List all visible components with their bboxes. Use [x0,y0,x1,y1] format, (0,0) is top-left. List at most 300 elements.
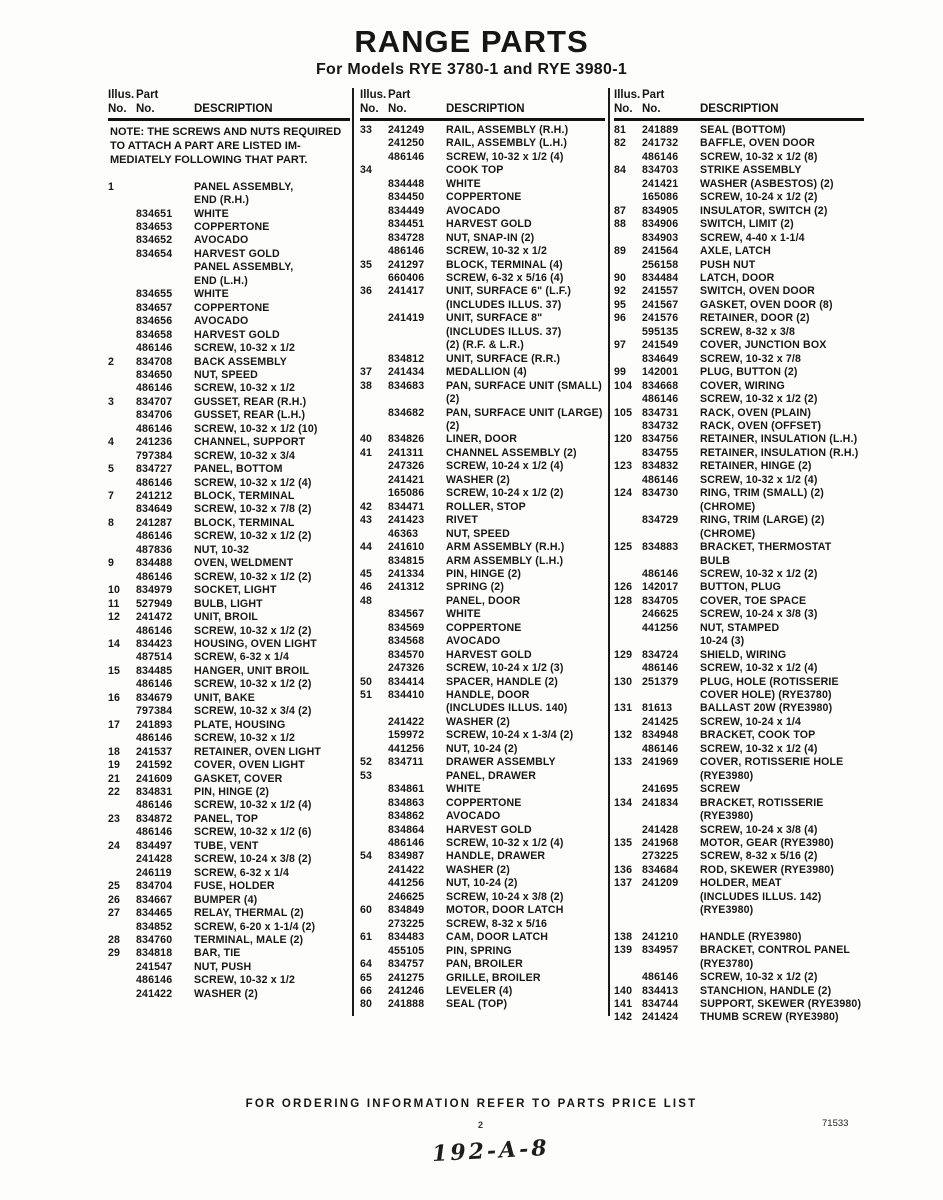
illus-no-cell: 18 [108,745,121,758]
part-no-cell: 834657 [136,301,173,314]
illus-no-cell [108,477,136,490]
part-no-cell: 142017 [642,581,679,594]
illus-no-cell [614,393,642,406]
description-cell: BAR, TIE [194,947,241,960]
description-cell: UNIT, SURFACE 6" (L.F.) [446,285,572,298]
part-no-cell: 834667 [136,893,173,906]
header-illus-label: Illus. [614,89,641,101]
illus-no-cell [360,353,388,366]
description-cell: SCREW, 10-32 x 1/2 (4) [194,799,312,812]
illus-no-cell: 45 [360,567,373,580]
part-no-cell: 834679 [136,691,173,704]
part-no-cell [136,275,194,288]
illus-no-cell: 104 [614,379,633,392]
description-cell: WASHER (2) [446,473,510,486]
part-no-cell: 834818 [136,947,173,960]
table-row [108,947,350,960]
part-no-cell: 246625 [388,890,425,903]
table-row [108,692,350,705]
part-no-cell: 834658 [136,328,173,341]
part-no-cell: 834905 [642,204,679,217]
table-row [614,810,864,823]
description-cell: NUT, STAMPED [700,621,780,634]
illus-no-cell: 27 [108,907,121,920]
part-no-cell: 486146 [136,476,173,489]
table-row [108,302,350,315]
table-row [614,864,864,877]
table-row [614,622,864,635]
part-no-cell: 486146 [136,732,173,745]
part-no-cell: 834649 [642,352,679,365]
description-cell: SCREW, 10-32 x 1/2 (2) [700,567,818,580]
part-no-cell: 241423 [388,514,425,527]
part-no-cell: 486146 [642,393,679,406]
description-cell: SCREW, 8-32 x 5/16 (2) [700,850,818,863]
illus-no-cell [360,245,388,258]
part-no-cell [388,702,446,715]
part-no-cell: 834654 [136,247,173,260]
illus-no-cell [108,208,136,221]
illus-no-cell [614,178,642,191]
description-cell: SCREW, 10-32 x 1/2 (2) [194,624,312,637]
description-cell: END (L.H.) [194,274,248,287]
part-no-cell: 834724 [642,648,679,661]
illus-no-cell: 14 [108,638,121,651]
table-row [108,369,350,382]
table-row [614,178,864,191]
table-row [614,353,864,366]
description-cell: BLOCK, TERMINAL [194,516,295,529]
part-no-cell: 486146 [136,382,173,395]
illus-no-cell: 11 [108,597,120,610]
description-cell: HARVEST GOLD [446,648,532,661]
illus-no-cell [360,312,388,325]
table-row [614,205,864,218]
table-row [614,124,864,137]
illus-no-cell [360,232,388,245]
part-no-cell: 834653 [136,220,173,233]
illus-no-cell: 140 [614,984,633,997]
part-no-cell: 834852 [136,920,173,933]
table-row [108,719,350,732]
part-no-cell: 486146 [642,473,679,486]
illus-no-cell [108,302,136,315]
document-number: 71533 [822,1118,849,1129]
table-row [614,729,864,742]
description-cell: SPACER, HANDLE (2) [446,675,558,688]
description-cell: SCREW, 10-32 x 1/2 (6) [194,826,312,839]
part-no-cell: 486146 [136,799,173,812]
table-row [360,460,605,473]
description-cell: SCREW, 10-32 x 1/2 (10) [194,422,318,435]
description-cell: AVOCADO [446,810,501,823]
illus-no-cell [360,743,388,756]
part-no-cell: 834413 [642,984,679,997]
part-no-cell: 159972 [388,729,425,742]
table-row [360,407,605,420]
table-row [360,218,605,231]
table-row [614,218,864,231]
description-cell: SCREW, 10-32 x 1/2 (4) [194,476,312,489]
part-no-cell [642,891,700,904]
table-row [614,595,864,608]
part-no-cell: 241297 [388,258,425,271]
description-cell: THUMB SCREW (RYE3980) [700,1011,839,1024]
part-no-cell: 486146 [136,422,173,435]
table-row [108,921,350,934]
part-no-cell: 834815 [388,554,425,567]
table-row [614,299,864,312]
illus-no-cell: 51 [360,689,373,702]
part-no-cell: 486146 [388,837,425,850]
part-no-cell: 834948 [642,729,679,742]
table-row [360,137,605,150]
illus-no-cell: 142 [614,1011,633,1024]
part-no-cell: 241567 [642,298,679,311]
part-no-cell: 241287 [136,516,173,529]
illus-no-cell: 60 [360,904,373,917]
part-no-cell: 834651 [136,207,173,220]
part-no-cell: 241549 [642,339,679,352]
illus-no-cell: 87 [614,204,627,217]
table-row [614,164,864,177]
table-row [614,743,864,756]
part-no-cell: 455105 [388,944,425,957]
description-cell: (RYE3980) [700,810,754,823]
illus-no-cell [614,891,642,904]
part-no-cell: 834471 [388,500,425,513]
part-no-cell: 660406 [388,271,425,284]
page-subtitle: For Models RYE 3780-1 and RYE 3980-1 [315,61,628,78]
table-row [614,797,864,810]
part-no-cell: 241576 [642,312,679,325]
description-cell: SOCKET, LIGHT [194,584,277,597]
description-cell: BRACKET, COOK TOP [700,729,816,742]
table-row [108,638,350,651]
part-no-cell: 241732 [642,137,679,150]
description-cell: PLUG, HOLE (ROTISSERIE [700,675,839,688]
illus-no-cell [108,329,136,342]
illus-no-cell [614,850,642,863]
part-no-cell: 834449 [388,204,425,217]
part-no-cell: 834484 [642,271,679,284]
description-cell: BULB [700,554,731,567]
table-row [360,232,605,245]
description-cell: SCREW, 10-32 x 1/2 (2) [194,570,312,583]
illus-no-cell: 22 [108,786,121,798]
part-no-cell: 834414 [388,675,425,688]
description-cell: ARM ASSEMBLY (R.H.) [446,541,565,554]
illus-no-cell: 128 [614,594,633,607]
table-row [108,894,350,907]
description-cell: COPPERTONE [446,621,522,634]
description-cell: SWITCH, LIMIT (2) [700,218,794,231]
illus-no-cell [108,248,136,261]
part-no-cell: 834861 [388,783,425,796]
description-cell: (RYE3980) [700,769,754,782]
part-no-cell: 834703 [642,164,679,177]
illus-no-cell [360,272,388,285]
illus-no-cell [614,743,642,756]
table-row [108,786,350,799]
description-cell: PIN, SPRING [446,944,512,957]
table-row [614,420,864,433]
table-row [360,433,605,446]
table-row [360,164,605,177]
table-row [614,541,864,554]
illus-no-cell: 139 [614,944,633,957]
illus-no-cell [614,555,642,568]
illus-no-cell [614,353,642,366]
header-description-label: DESCRIPTION [700,103,779,115]
part-no-cell: 441256 [388,877,425,890]
table-row [360,945,605,958]
part-no-cell: 241419 [388,312,425,325]
part-no-cell: 241428 [642,823,679,836]
illus-no-cell: 24 [108,839,121,852]
table-row [108,544,350,557]
illus-no-cell [108,450,136,463]
table-row [360,326,605,339]
description-cell: SCREW, 10-32 x 1/2 (4) [700,662,818,675]
description-cell: SCREW, 10-32 x 1/2 (4) [700,473,818,486]
illus-no-cell: 38 [360,379,373,392]
illus-no-cell [108,423,136,436]
description-cell: STRIKE ASSEMBLY [700,164,802,177]
part-no-cell: 834569 [388,621,425,634]
table-row [360,608,605,621]
part-no-cell: 241564 [642,245,679,258]
table-row [614,259,864,272]
column-header [108,88,350,121]
part-no-cell: 834483 [388,931,425,944]
illus-no-cell [360,420,388,433]
page-title: RANGE PARTS [354,24,589,59]
table-row [108,934,350,947]
part-no-cell: 241275 [388,971,425,984]
part-no-cell [642,689,700,702]
illus-no-cell: 84 [614,164,627,177]
part-no-cell: 834831 [136,786,173,798]
illus-no-cell: 50 [360,675,373,688]
handwritten-annotation: 192-A-8 [431,1134,551,1168]
illus-no-cell [360,797,388,810]
column-divider [352,88,354,1016]
table-row [614,998,864,1011]
table-row [360,649,605,662]
illus-no-cell: 21 [108,772,121,785]
table-row [360,205,605,218]
description-cell: RING, TRIM (LARGE) (2) [700,514,825,527]
illus-no-cell [614,501,642,514]
illus-no-cell [360,864,388,877]
table-row [614,824,864,837]
part-no-cell: 834451 [388,218,425,231]
table-row [108,423,350,436]
table-row [614,285,864,298]
table-row [614,958,864,971]
part-no-cell [136,194,194,207]
illus-no-cell [108,288,136,301]
parts-column-3 [614,88,864,1025]
description-cell: HANGER, UNIT BROIL [194,664,310,677]
illus-no-cell: 4 [108,436,115,449]
table-row [108,477,350,490]
illus-no-cell [614,447,642,460]
description-cell: HANDLE (RYE3980) [700,930,802,943]
table-row [614,716,864,729]
illus-no-cell [108,988,136,1001]
description-cell: RETAINER, INSULATION (L.H.) [700,433,858,446]
part-no-cell: 486146 [642,150,679,163]
description-cell: FUSE, HOLDER [194,880,275,893]
ordering-note: FOR ORDERING INFORMATION REFER TO PARTS PRICE LIST [245,1098,698,1110]
part-no-cell: 834730 [642,487,679,500]
part-no-cell: 527949 [136,597,173,610]
part-no-cell: 834448 [388,177,425,190]
description-cell: SEAL (TOP) [446,998,508,1011]
illus-no-cell [614,689,642,702]
description-cell: AVOCADO [194,234,249,247]
table-row [360,891,605,904]
table-row [614,944,864,957]
description-cell: SCREW, 10-32 x 1/2 [194,974,296,987]
illus-no-cell [614,259,642,272]
part-no-cell: 834987 [388,850,425,863]
illus-no-cell [614,514,642,527]
table-row [614,756,864,769]
description-cell: SCREW, 10-24 x 3/8 (4) [700,823,818,836]
part-no-cell: 81613 [642,702,673,715]
part-no-cell: 834485 [136,664,173,677]
column-header [360,88,605,121]
illus-no-cell [614,474,642,487]
illus-no-cell [360,393,388,406]
part-no-cell: 487836 [136,543,173,556]
table-row [108,382,350,395]
description-cell: COVER, OVEN LIGHT [194,759,305,772]
part-no-cell: 246119 [136,866,172,879]
description-cell: TUBE, VENT [194,839,259,852]
illus-no-cell [614,635,642,648]
description-cell: WASHER (2) [194,987,258,1000]
table-row [108,517,350,530]
illus-no-cell: 10 [108,584,121,597]
part-no-cell: 834862 [388,810,425,823]
illus-no-cell [614,824,642,837]
description-cell: SCREW, 10-32 x 1/2 (2) [194,530,312,543]
table-row [360,743,605,756]
part-no-cell: 834708 [136,355,173,368]
illus-no-cell [108,503,136,516]
part-no-cell [388,299,446,312]
part-no-cell [642,555,700,568]
table-row [614,662,864,675]
part-no-cell: 834864 [388,823,425,836]
description-cell: BLOCK, TERMINAL (4) [446,258,563,271]
part-no-cell: 241592 [136,759,173,772]
table-row [614,985,864,998]
description-cell: COVER, ROTISSERIE HOLE [700,756,844,769]
illus-no-cell: 138 [614,930,633,943]
table-row [360,380,605,393]
part-no-cell: 834465 [136,907,173,920]
table-row [614,702,864,715]
illus-no-cell [108,261,136,274]
illus-no-cell [108,194,136,207]
part-no-cell [388,164,446,177]
description-cell: RAIL, ASSEMBLY (L.H.) [446,137,568,150]
part-no-cell: 142001 [642,366,679,379]
description-cell: RACK, OVEN (OFFSET) [700,419,822,432]
description-cell: (INCLUDES ILLUS. 142) [700,890,822,903]
part-no-cell: 441256 [642,621,679,634]
parts-rows [360,124,605,1012]
illus-no-cell [108,921,136,934]
part-no-cell: 247326 [388,662,425,675]
table-row [614,581,864,594]
table-row [614,272,864,285]
table-row [614,608,864,621]
illus-no-cell: 23 [108,812,121,825]
illus-no-cell: 37 [360,366,373,379]
table-row [108,598,350,611]
description-cell: OVEN, WELDMENT [194,557,294,570]
part-no-cell: 241609 [136,772,173,785]
illus-no-cell [614,770,642,783]
part-no-cell: 834497 [136,839,173,852]
illus-no-cell [108,275,136,288]
part-no-cell: 834488 [136,557,173,570]
table-row [108,342,350,355]
description-cell: CHANNEL, SUPPORT [194,436,306,449]
description-cell: WASHER (2) [446,863,510,876]
part-no-cell: 241421 [388,473,425,486]
part-no-cell: 241210 [642,930,679,943]
illus-no-cell: 54 [360,850,373,863]
description-cell: SCREW, 6-32 x 1/4 [194,866,289,879]
table-row [360,716,605,729]
description-cell: (RYE3980) [700,904,754,917]
part-no-cell: 834570 [388,648,425,661]
part-no-cell [642,958,700,971]
description-cell: PAN, BROILER [446,958,523,971]
description-cell: SCREW, 10-24 x 1/2 (3) [446,662,564,675]
description-cell: HARVEST GOLD [446,823,532,836]
part-no-cell: 797384 [136,449,173,462]
description-cell: HOUSING, OVEN LIGHT [194,638,317,651]
table-row [614,312,864,325]
table-row [108,503,350,516]
illus-no-cell [360,649,388,662]
table-row [108,436,350,449]
part-no-cell: 273225 [388,917,425,930]
description-cell: (CHROME) [700,500,756,513]
header-illus-label: Illus. [108,89,135,101]
part-no-cell: 834906 [642,218,679,231]
illus-no-cell [108,571,136,584]
table-row [108,732,350,745]
description-cell: LATCH, DOOR [700,271,775,284]
table-row [360,393,605,406]
part-no-cell: 595135 [642,325,679,338]
table-row [360,124,605,137]
part-no-cell: 241421 [642,177,679,190]
description-cell: 10-24 (3) [700,635,745,648]
illus-no-cell [108,221,136,234]
description-cell: SHIELD, WIRING [700,648,787,661]
illus-no-cell [360,837,388,850]
